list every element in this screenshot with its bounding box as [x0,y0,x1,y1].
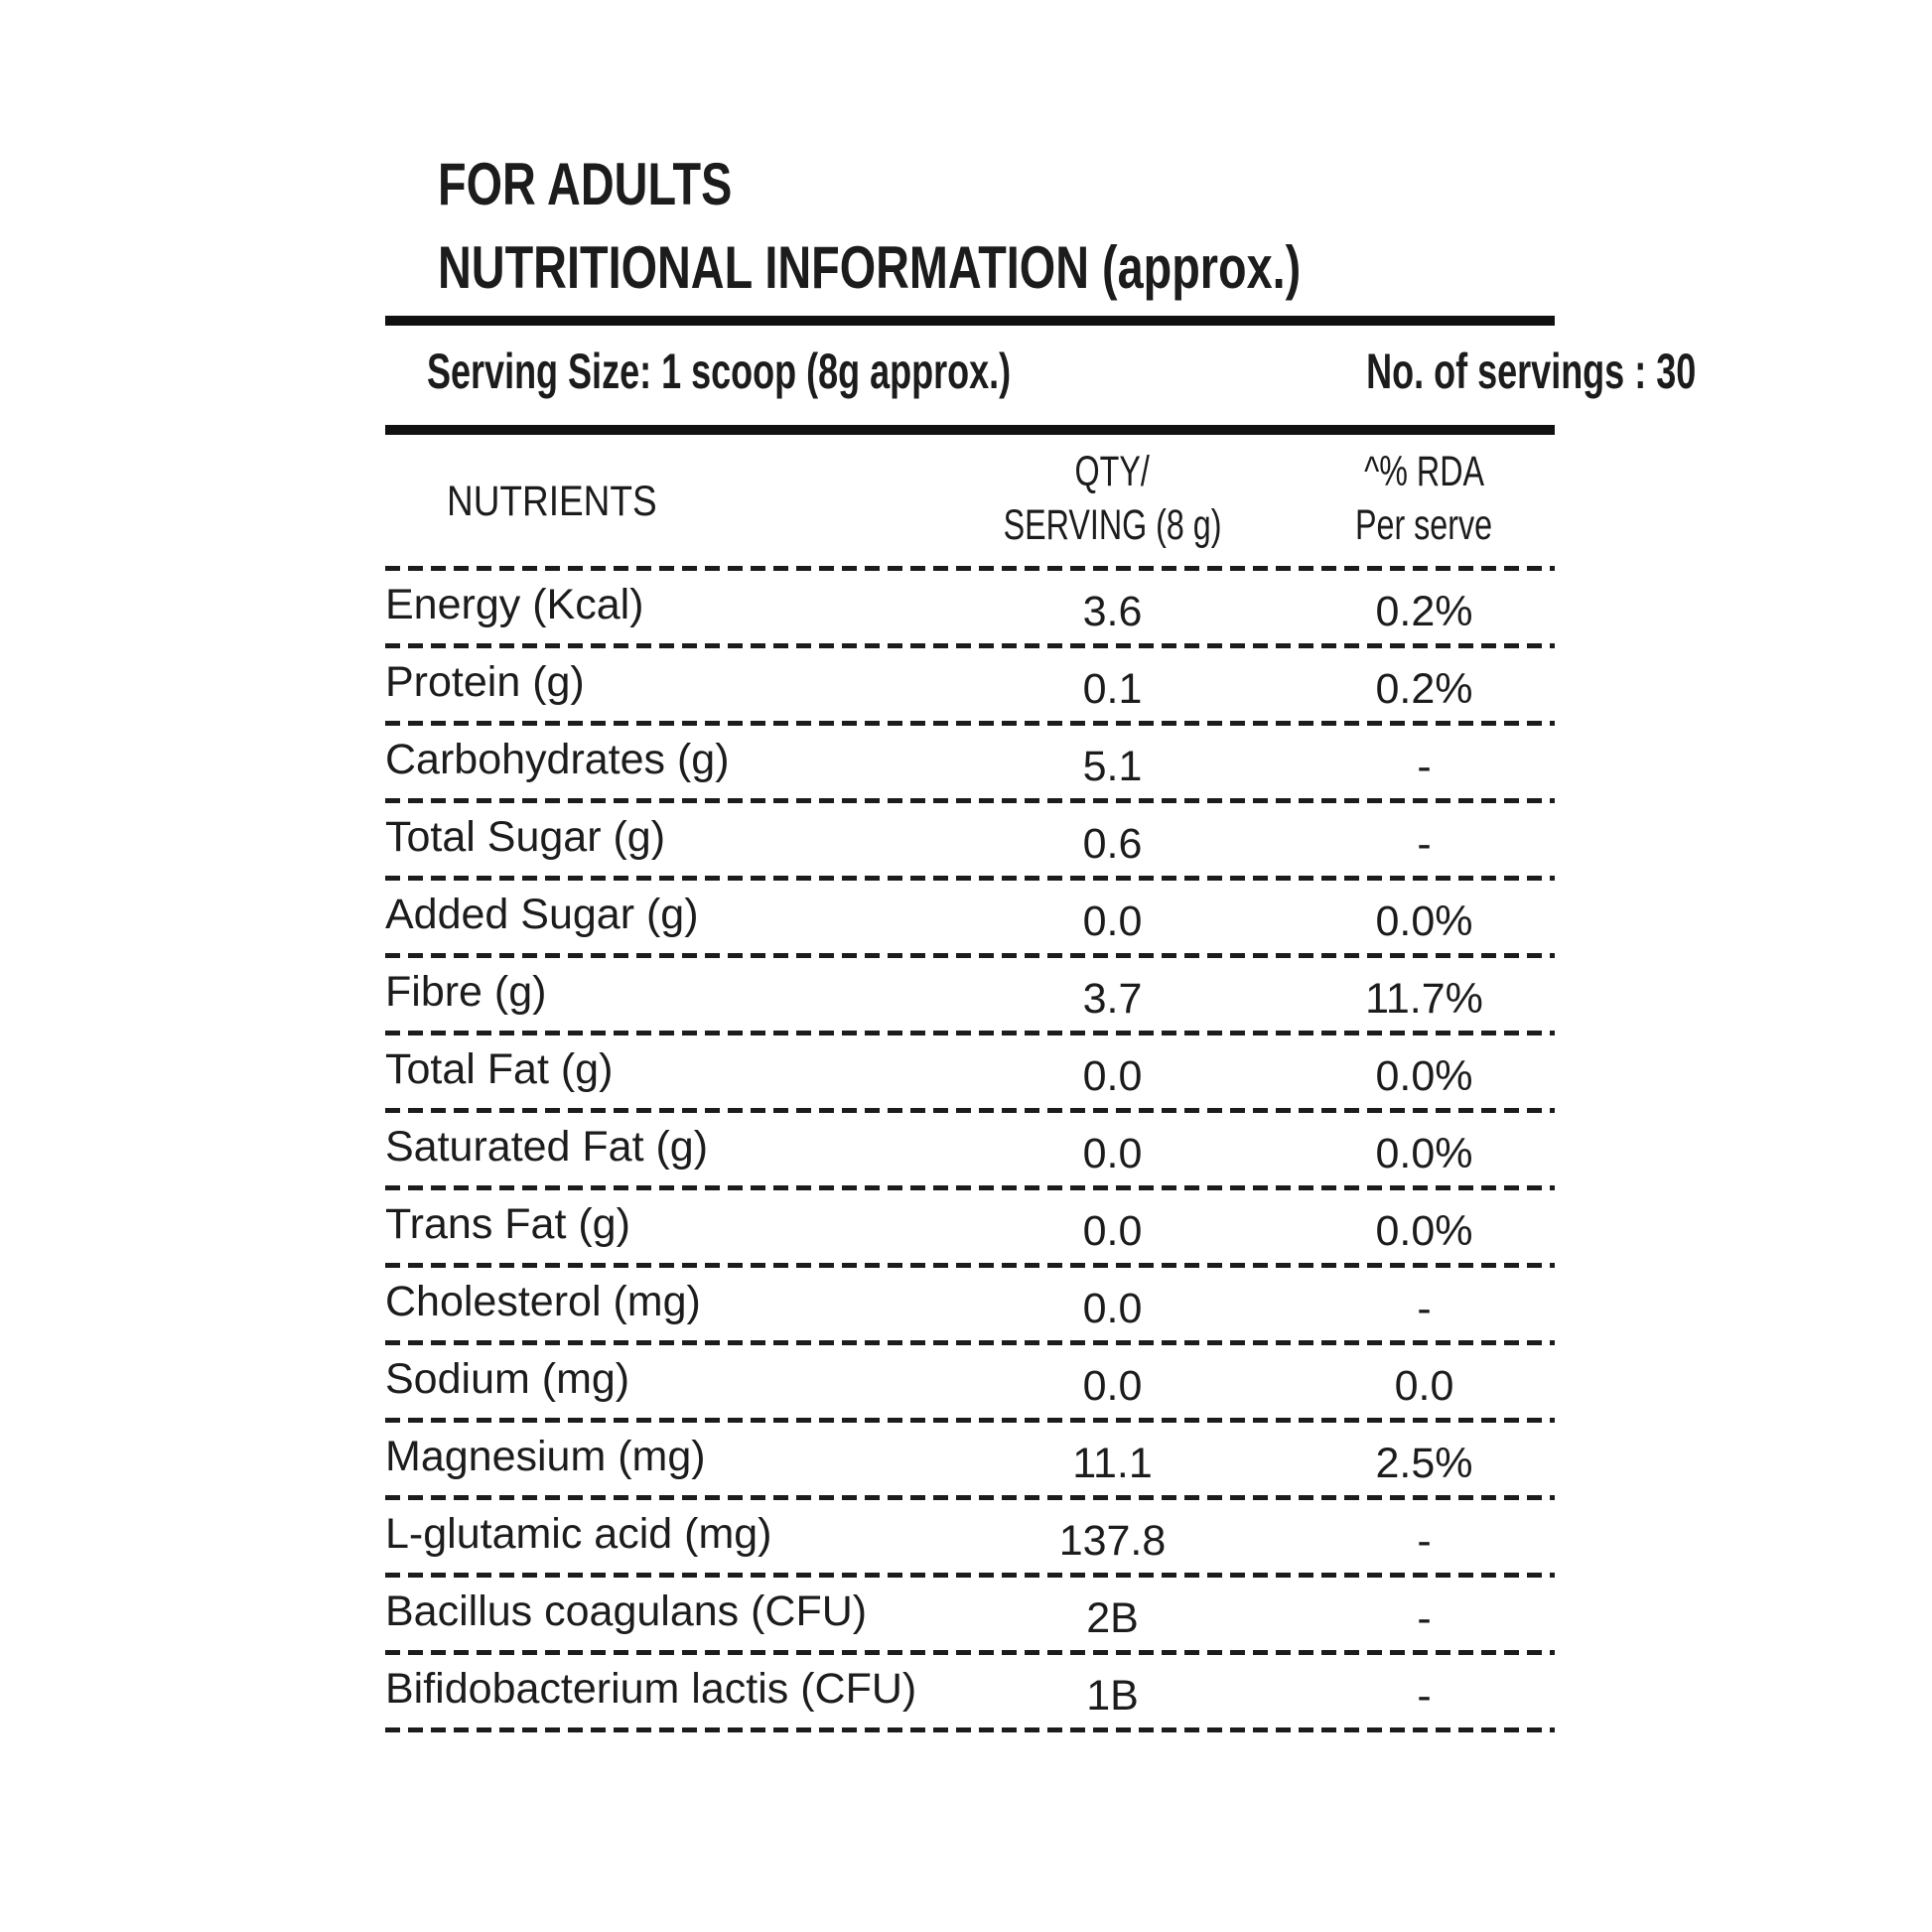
nutrient-name: Fibre (g) [385,968,547,1016]
nutrient-rda: 11.7% [1365,975,1483,1023]
nutrient-name: Trans Fat (g) [385,1200,630,1248]
nutrient-name: Saturated Fat (g) [385,1123,709,1171]
title-block [438,143,1544,310]
servings-count [1238,343,1713,400]
nutrient-rda: 0.0% [1375,897,1473,945]
table-row [385,1418,1555,1495]
table-row [385,566,1555,643]
table-row [385,798,1555,876]
nutrient-name: Total Fat (g) [385,1045,614,1093]
nutrition-label-sheet [385,0,1697,1932]
nutrient-rda: - [1417,1594,1432,1642]
table-row [385,1031,1555,1108]
table-row [385,1650,1555,1727]
header-nutrients [385,437,931,566]
nutrient-qty: 3.7 [1082,975,1143,1023]
nutrient-rda: 0.0% [1375,1052,1473,1100]
table-row [385,1495,1555,1573]
serving-size [385,343,1238,400]
nutrient-qty: 1B [1086,1672,1139,1720]
table-row [385,721,1555,798]
nutrient-name: Protein (g) [385,658,585,706]
header-nutrients-text: NUTRIENTS [447,478,657,525]
nutrient-qty: 0.0 [1082,1130,1143,1177]
nutrient-rda: 0.0 [1394,1362,1454,1410]
nutrient-qty: 0.0 [1082,1362,1143,1410]
top-rule [385,316,1555,326]
nutrient-name: Total Sugar (g) [385,813,666,861]
table-row [385,876,1555,953]
header-qty-line2: SERVING (8 g) [1003,501,1222,549]
header-rda [1294,437,1555,566]
nutrient-rda: 0.2% [1375,665,1473,713]
servings-count-text: No. of servings : 30 [1366,344,1697,399]
nutrient-qty: 0.0 [1082,897,1143,945]
nutrient-name: Bacillus coagulans (CFU) [385,1587,868,1635]
nutrient-rda: 0.2% [1375,588,1473,635]
nutrient-rda: - [1417,1672,1432,1720]
table-row [385,643,1555,721]
nutrient-name: L-glutamic acid (mg) [385,1510,772,1558]
table-row [385,1263,1555,1340]
nutrient-name: Sodium (mg) [385,1355,630,1403]
nutrient-qty: 0.6 [1082,820,1143,868]
serving-size-text: Serving Size: 1 scoop (8g approx.) [427,344,1012,399]
table-row [385,1573,1555,1650]
mid-rule [385,425,1555,435]
table-row [385,1185,1555,1263]
nutrient-qty: 5.1 [1082,743,1143,790]
nutrient-rda: - [1417,1285,1432,1332]
nutrient-qty: 137.8 [1058,1517,1167,1565]
nutrient-rda: 0.0% [1375,1207,1473,1255]
nutrient-rda: - [1417,1517,1432,1565]
nutrient-rda: 2.5% [1375,1440,1473,1487]
table-bottom-dashed-rule [385,1727,1555,1732]
header-qty-line1: QTY/ [1074,448,1151,495]
nutrient-rda: - [1417,820,1432,868]
nutrient-rda: - [1417,743,1432,790]
nutrient-qty: 11.1 [1072,1440,1153,1487]
table-row [385,1340,1555,1418]
nutrient-name: Carbohydrates (g) [385,736,730,783]
header-qty-serving [931,437,1294,566]
nutrient-qty: 2B [1086,1594,1139,1642]
nutrient-rda: 0.0% [1375,1130,1473,1177]
nutrient-name: Energy (Kcal) [385,581,644,628]
nutrient-table [385,566,1555,1732]
header-rda-line2: Per serve [1355,501,1493,549]
nutrient-qty: 0.1 [1082,665,1143,713]
title-audience-text: FOR ADULTS [438,151,733,217]
title-main-text: NUTRITIONAL INFORMATION (approx.) [438,234,1302,301]
nutrient-qty: 3.6 [1082,588,1143,635]
serving-info-row [385,328,1697,415]
nutrient-name: Added Sugar (g) [385,891,699,938]
nutrient-qty: 0.0 [1082,1052,1143,1100]
nutrient-qty: 0.0 [1082,1285,1143,1332]
table-row [385,1108,1555,1185]
title-audience [438,143,1544,226]
title-main [438,226,1544,310]
nutrient-qty: 0.0 [1082,1207,1143,1255]
nutrient-name: Bifidobacterium lactis (CFU) [385,1665,917,1713]
header-rda-line1: ^% RDA [1364,448,1484,495]
nutrient-name: Cholesterol (mg) [385,1278,701,1325]
table-header-row [385,437,1555,566]
nutrient-name: Magnesium (mg) [385,1433,706,1480]
table-row [385,953,1555,1031]
